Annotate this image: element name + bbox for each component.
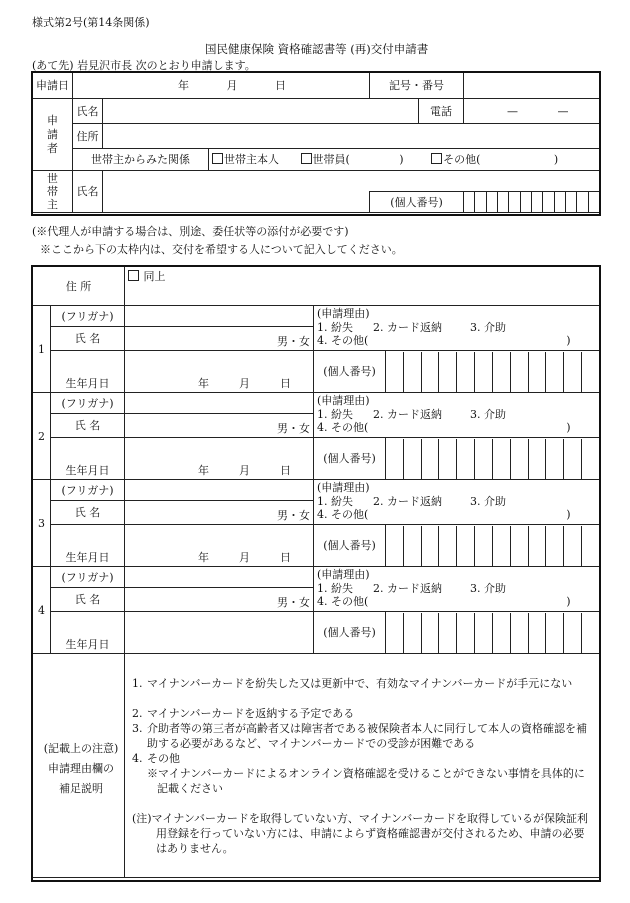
proxy-note: (※代理人が申請する場合は、別途、委任状等の添付が必要です): [32, 225, 349, 238]
reason-assist[interactable]: 3. 介助: [470, 407, 506, 421]
reason-lost[interactable]: 1. 紛失: [317, 407, 353, 421]
personal-number-label: (個人番号): [314, 612, 386, 654]
personal-number-boxes[interactable]: [386, 351, 600, 393]
personal-number-boxes[interactable]: [386, 612, 600, 654]
applicant-address-field[interactable]: [103, 124, 600, 149]
remark-item-4-sub: ※マイナンバーカードによるオンライン資格確認を受けることができない事情を具体的に記載ください: [147, 767, 585, 795]
reason-assist[interactable]: 3. 介助: [470, 320, 506, 334]
applicant-address-label: 住所: [73, 124, 103, 149]
recipient-name-field[interactable]: [125, 414, 314, 438]
remarks-label-1: (記載上の注意): [43, 742, 119, 755]
applicant-label: 申請者: [33, 99, 73, 171]
applicant-name-field[interactable]: [103, 99, 419, 124]
furigana-label: (フリガナ): [51, 393, 125, 414]
recipient-name-field[interactable]: [125, 588, 314, 612]
reason-field[interactable]: (申請理由) 1. 紛失 2. カード返納 3. 介助 4. その他( ): [314, 567, 600, 612]
record-number-label: 記号・番号: [370, 73, 464, 99]
recipient-name-label: 氏 名: [51, 501, 125, 525]
recipient-name-label: 氏 名: [51, 414, 125, 438]
relationship-label: 世帯主からみた関係: [73, 149, 209, 171]
householder-name-field[interactable]: [103, 171, 600, 192]
furigana-field[interactable]: [125, 393, 314, 414]
birth-date-field[interactable]: 年 月 日: [125, 438, 314, 480]
sex-selector[interactable]: 男・女: [277, 596, 310, 609]
householder-label: 世帯主: [33, 171, 73, 213]
reason-return[interactable]: 2. カード返納: [373, 407, 442, 421]
personal-number-label: (個人番号): [314, 351, 386, 393]
furigana-field[interactable]: [125, 306, 314, 327]
reason-field[interactable]: (申請理由) 1. 紛失 2. カード返納 3. 介助 4. その他( ): [314, 393, 600, 438]
same-as-above-checkbox[interactable]: 同上: [128, 270, 166, 283]
phone-field[interactable]: — —: [464, 99, 600, 124]
personal-number-boxes[interactable]: [386, 525, 600, 567]
birth-date-field[interactable]: 年 月 日: [125, 351, 314, 393]
reason-return[interactable]: 2. カード返納: [373, 494, 442, 508]
recipient-no: 3: [33, 480, 51, 567]
reason-field[interactable]: (申請理由) 1. 紛失 2. カード返納 3. 介助 4. その他( ): [314, 306, 600, 351]
remark-item-3: 介助者等の第三者が高齢者又は障害者である被保険者本人に同行して本人の資格確認を補助する必要があるなど、マイナンバーカードでの受診が困難である: [147, 722, 587, 750]
applicant-table: [32, 72, 600, 213]
date-month: 月: [226, 79, 238, 92]
reason-return[interactable]: 2. カード返納: [373, 320, 442, 334]
applicant-name-label: 氏名: [73, 99, 103, 124]
recipient-name-field[interactable]: [125, 327, 314, 351]
phone-label: 電話: [419, 99, 464, 124]
reason-lost[interactable]: 1. 紛失: [317, 494, 353, 508]
reason-lost[interactable]: 1. 紛失: [317, 320, 353, 334]
date-year: 年: [178, 79, 189, 92]
reason-assist[interactable]: 3. 介助: [470, 494, 506, 508]
checkbox-member[interactable]: 世帯員(: [301, 153, 350, 166]
personal-number-label: (個人番号): [314, 525, 386, 567]
birth-date-label: 生年月日: [51, 525, 125, 567]
application-date-label: 申請日: [33, 73, 73, 99]
form-title: 国民健康保険 資格確認書等 (再)交付申請書: [205, 42, 429, 56]
furigana-label: (フリガナ): [51, 480, 125, 501]
remarks-label-3: 補足説明: [59, 782, 103, 795]
date-day: 日: [275, 79, 286, 92]
reason-other[interactable]: 4. その他(: [317, 421, 369, 434]
birth-date-label: 生年月日: [51, 438, 125, 480]
personal-number-boxes[interactable]: [386, 438, 600, 480]
reason-lost[interactable]: 1. 紛失: [317, 581, 353, 595]
personal-number-label: (個人番号): [314, 438, 386, 480]
birth-date-field[interactable]: [125, 612, 314, 654]
sex-selector[interactable]: 男・女: [277, 509, 310, 522]
record-number-field[interactable]: [464, 73, 600, 99]
remark-item-2: マイナンバーカードを返納する予定である: [147, 707, 355, 720]
recipient-name-label: 氏 名: [51, 588, 125, 612]
remark-item-4: その他: [147, 752, 180, 765]
remarks-label-2: 申請理由欄の: [48, 762, 114, 775]
recipient-no: 2: [33, 393, 51, 480]
checkbox-other[interactable]: その他(: [431, 153, 480, 166]
birth-date-field[interactable]: 年 月 日: [125, 525, 314, 567]
birth-date-label: 生年月日: [51, 351, 125, 393]
householder-personal-number-boxes[interactable]: [464, 192, 600, 213]
recipient-name-field[interactable]: [125, 501, 314, 525]
relationship-options: 世帯主本人 世帯員( ) その他( ): [209, 149, 600, 171]
form-id: 様式第2号(第14条関係): [32, 16, 150, 29]
furigana-field[interactable]: [125, 480, 314, 501]
recipient-no: 4: [33, 567, 51, 654]
sex-selector[interactable]: 男・女: [277, 422, 310, 435]
instruction-note: ※ここから下の太枠内は、交付を希望する人について記入してください。: [40, 243, 403, 256]
recipient-address-field[interactable]: [125, 267, 600, 306]
remarks-body: 1. マイナンバーカードを紛失した又は更新中で、有効なマイナンバーカードが手元にない 2. マイナンバーカードを返納する予定である 3. 介助者等の第三者が高齢者又は障害者である被保険者本人に同行して本人の資格確認を補助する必要があるなど、マイナンバーカードでの受診が困難である 4. その他 ※マイナンバーカードによるオンライン資格確認を受けることができない事情を具体的に記載ください (注)マイナンバーカードを取得していない方、マイナンバーカードを取得しているが保険証利用登録を行っていない方には、申請によらず資格確認書が交付されるため、申請の必要はありません。: [128, 676, 593, 871]
furigana-label: (フリガナ): [51, 567, 125, 588]
reason-other[interactable]: 4. その他(: [317, 508, 369, 521]
recipient-no: 1: [33, 306, 51, 393]
birth-date-label: 生年月日: [51, 612, 125, 654]
recipient-name-label: 氏 名: [51, 327, 125, 351]
remarks-footnote: (注)マイナンバーカードを取得していない方、マイナンバーカードを取得しているが保険証利用登録を行っていない方には、申請によらず資格確認書が交付されるため、申請の必要はありません。: [132, 812, 589, 855]
remark-item-1: マイナンバーカードを紛失した又は更新中で、有効なマイナンバーカードが手元にない: [147, 677, 573, 690]
reason-assist[interactable]: 3. 介助: [470, 581, 506, 595]
reason-return[interactable]: 2. カード返納: [373, 581, 442, 595]
householder-name-label: 氏名: [73, 171, 103, 213]
furigana-field[interactable]: [125, 567, 314, 588]
reason-other[interactable]: 4. その他(: [317, 334, 369, 347]
checkbox-head[interactable]: 世帯主本人: [212, 153, 279, 166]
reason-field[interactable]: (申請理由) 1. 紛失 2. カード返納 3. 介助 4. その他( ): [314, 480, 600, 525]
furigana-label: (フリガナ): [51, 306, 125, 327]
addressee: (あて先) 岩見沢市長 次のとおり申請します。: [32, 59, 256, 72]
sex-selector[interactable]: 男・女: [277, 335, 310, 348]
reason-other[interactable]: 4. その他(: [317, 595, 369, 608]
recipient-address-label: 住 所: [33, 267, 125, 306]
application-date-field[interactable]: [73, 73, 370, 99]
householder-personal-number-label: (個人番号): [370, 192, 464, 213]
